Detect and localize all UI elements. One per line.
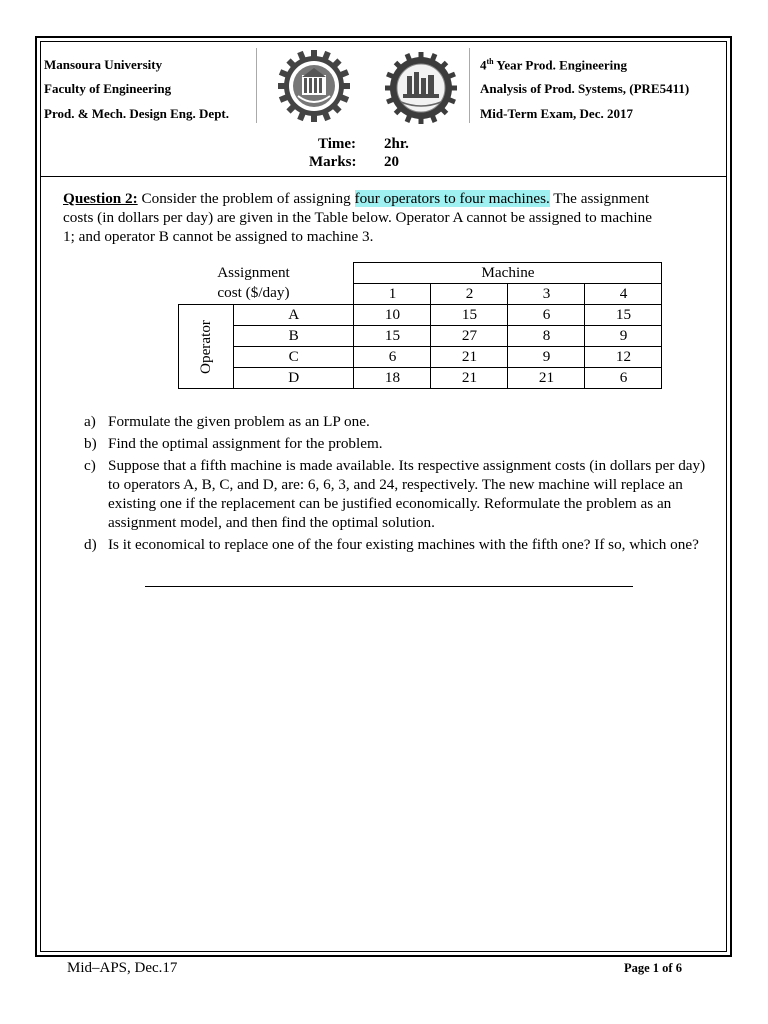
cost-cell: 15 bbox=[431, 305, 508, 326]
end-of-question-rule bbox=[145, 586, 633, 587]
part-marker: a) bbox=[84, 413, 96, 430]
part-marker: c) bbox=[84, 457, 96, 474]
year-program-text: Year Prod. Engineering bbox=[493, 57, 627, 73]
part-marker: d) bbox=[84, 536, 97, 553]
faculty-logo-icon bbox=[383, 50, 459, 126]
year-program bbox=[480, 57, 627, 73]
cost-cell: 6 bbox=[508, 305, 585, 326]
machine-col-4: 4 bbox=[585, 284, 662, 305]
corner-line-1: Assignment bbox=[217, 264, 290, 282]
operator-label: D bbox=[233, 368, 354, 389]
part-text: Suppose that a fifth machine is made available. Its respective assignment costs (in dollars per day) to operators A, B, C, and D, are: 6, 6, 3, and 24, respectively. The new machine will replace an existing one if the replacement can be justified economically. Reformulate the problem as an assignment model, and then find the optimal solution. bbox=[108, 457, 706, 531]
question-text-b: The assignment bbox=[549, 190, 650, 207]
exam-title: Mid-Term Exam, Dec. 2017 bbox=[480, 106, 633, 121]
cost-cell: 10 bbox=[354, 305, 431, 326]
list-item bbox=[84, 434, 706, 453]
part-text: Is it economical to replace one of the four existing machines with the fifth one? If so, which one? bbox=[108, 536, 699, 553]
department-name: Prod. & Mech. Design Eng. Dept. bbox=[44, 106, 230, 121]
assignment-cost-table bbox=[178, 262, 662, 389]
time-label: Time: bbox=[318, 136, 357, 152]
part-text: Find the optimal assignment for the problem. bbox=[108, 435, 383, 452]
cost-cell: 27 bbox=[431, 326, 508, 347]
header-divider bbox=[40, 176, 727, 177]
list-item bbox=[84, 535, 706, 554]
faculty-name: Faculty of Engineering bbox=[44, 81, 172, 96]
cost-cell: 15 bbox=[585, 305, 662, 326]
cost-cell: 12 bbox=[585, 347, 662, 368]
footer-course-code: Mid–APS, Dec.17 bbox=[67, 960, 178, 976]
year-number: 4 bbox=[480, 57, 487, 73]
question-parts-list bbox=[84, 412, 706, 557]
question-line-2: costs (in dollars per day) are given in the Table below. Operator A cannot be assigned to machine bbox=[63, 209, 652, 226]
table-row bbox=[179, 368, 662, 389]
cost-cell: 21 bbox=[431, 347, 508, 368]
cost-cell: 21 bbox=[431, 368, 508, 389]
university-name: Mansoura University bbox=[44, 57, 163, 72]
list-item bbox=[84, 456, 706, 532]
machine-col-1: 1 bbox=[354, 284, 431, 305]
university-logo-icon bbox=[276, 48, 352, 124]
cost-cell: 6 bbox=[585, 368, 662, 389]
table-row bbox=[179, 326, 662, 347]
question-line-1 bbox=[63, 189, 649, 208]
course-name: Analysis of Prod. Systems, (PRE5411) bbox=[480, 81, 690, 96]
operator-label: C bbox=[233, 347, 354, 368]
header-separator-left bbox=[256, 48, 257, 123]
cost-cell: 9 bbox=[585, 326, 662, 347]
highlighted-text: four operators to four machines. bbox=[354, 190, 550, 207]
cost-cell: 8 bbox=[508, 326, 585, 347]
question-line-3: 1; and operator B cannot be assigned to machine 3. bbox=[63, 228, 374, 245]
marks-value: 20 bbox=[384, 154, 399, 170]
header-separator-right bbox=[469, 48, 470, 123]
list-item bbox=[84, 412, 706, 431]
operator-label: B bbox=[233, 326, 354, 347]
table-row bbox=[179, 347, 662, 368]
question-text-a: Consider the problem of assigning bbox=[137, 190, 355, 207]
cost-cell: 21 bbox=[508, 368, 585, 389]
part-text: Formulate the given problem as an LP one. bbox=[108, 413, 370, 430]
cost-cell: 9 bbox=[508, 347, 585, 368]
time-value: 2hr. bbox=[384, 136, 409, 152]
table-row bbox=[179, 305, 662, 326]
operator-header: Operator bbox=[179, 305, 234, 389]
cost-cell: 18 bbox=[354, 368, 431, 389]
part-marker: b) bbox=[84, 435, 97, 452]
table-corner-label bbox=[217, 263, 354, 305]
machine-col-3: 3 bbox=[508, 284, 585, 305]
operator-label: A bbox=[233, 305, 354, 326]
machine-col-2: 2 bbox=[431, 284, 508, 305]
cost-cell: 15 bbox=[354, 326, 431, 347]
machine-header: Machine bbox=[354, 263, 662, 284]
page-number: Page 1 of 6 bbox=[624, 961, 682, 975]
question-label: Question 2: bbox=[63, 190, 138, 207]
cost-cell: 6 bbox=[354, 347, 431, 368]
year-ordinal: th bbox=[486, 57, 494, 66]
marks-label: Marks: bbox=[309, 154, 357, 170]
corner-line-2: cost ($/day) bbox=[217, 284, 290, 302]
